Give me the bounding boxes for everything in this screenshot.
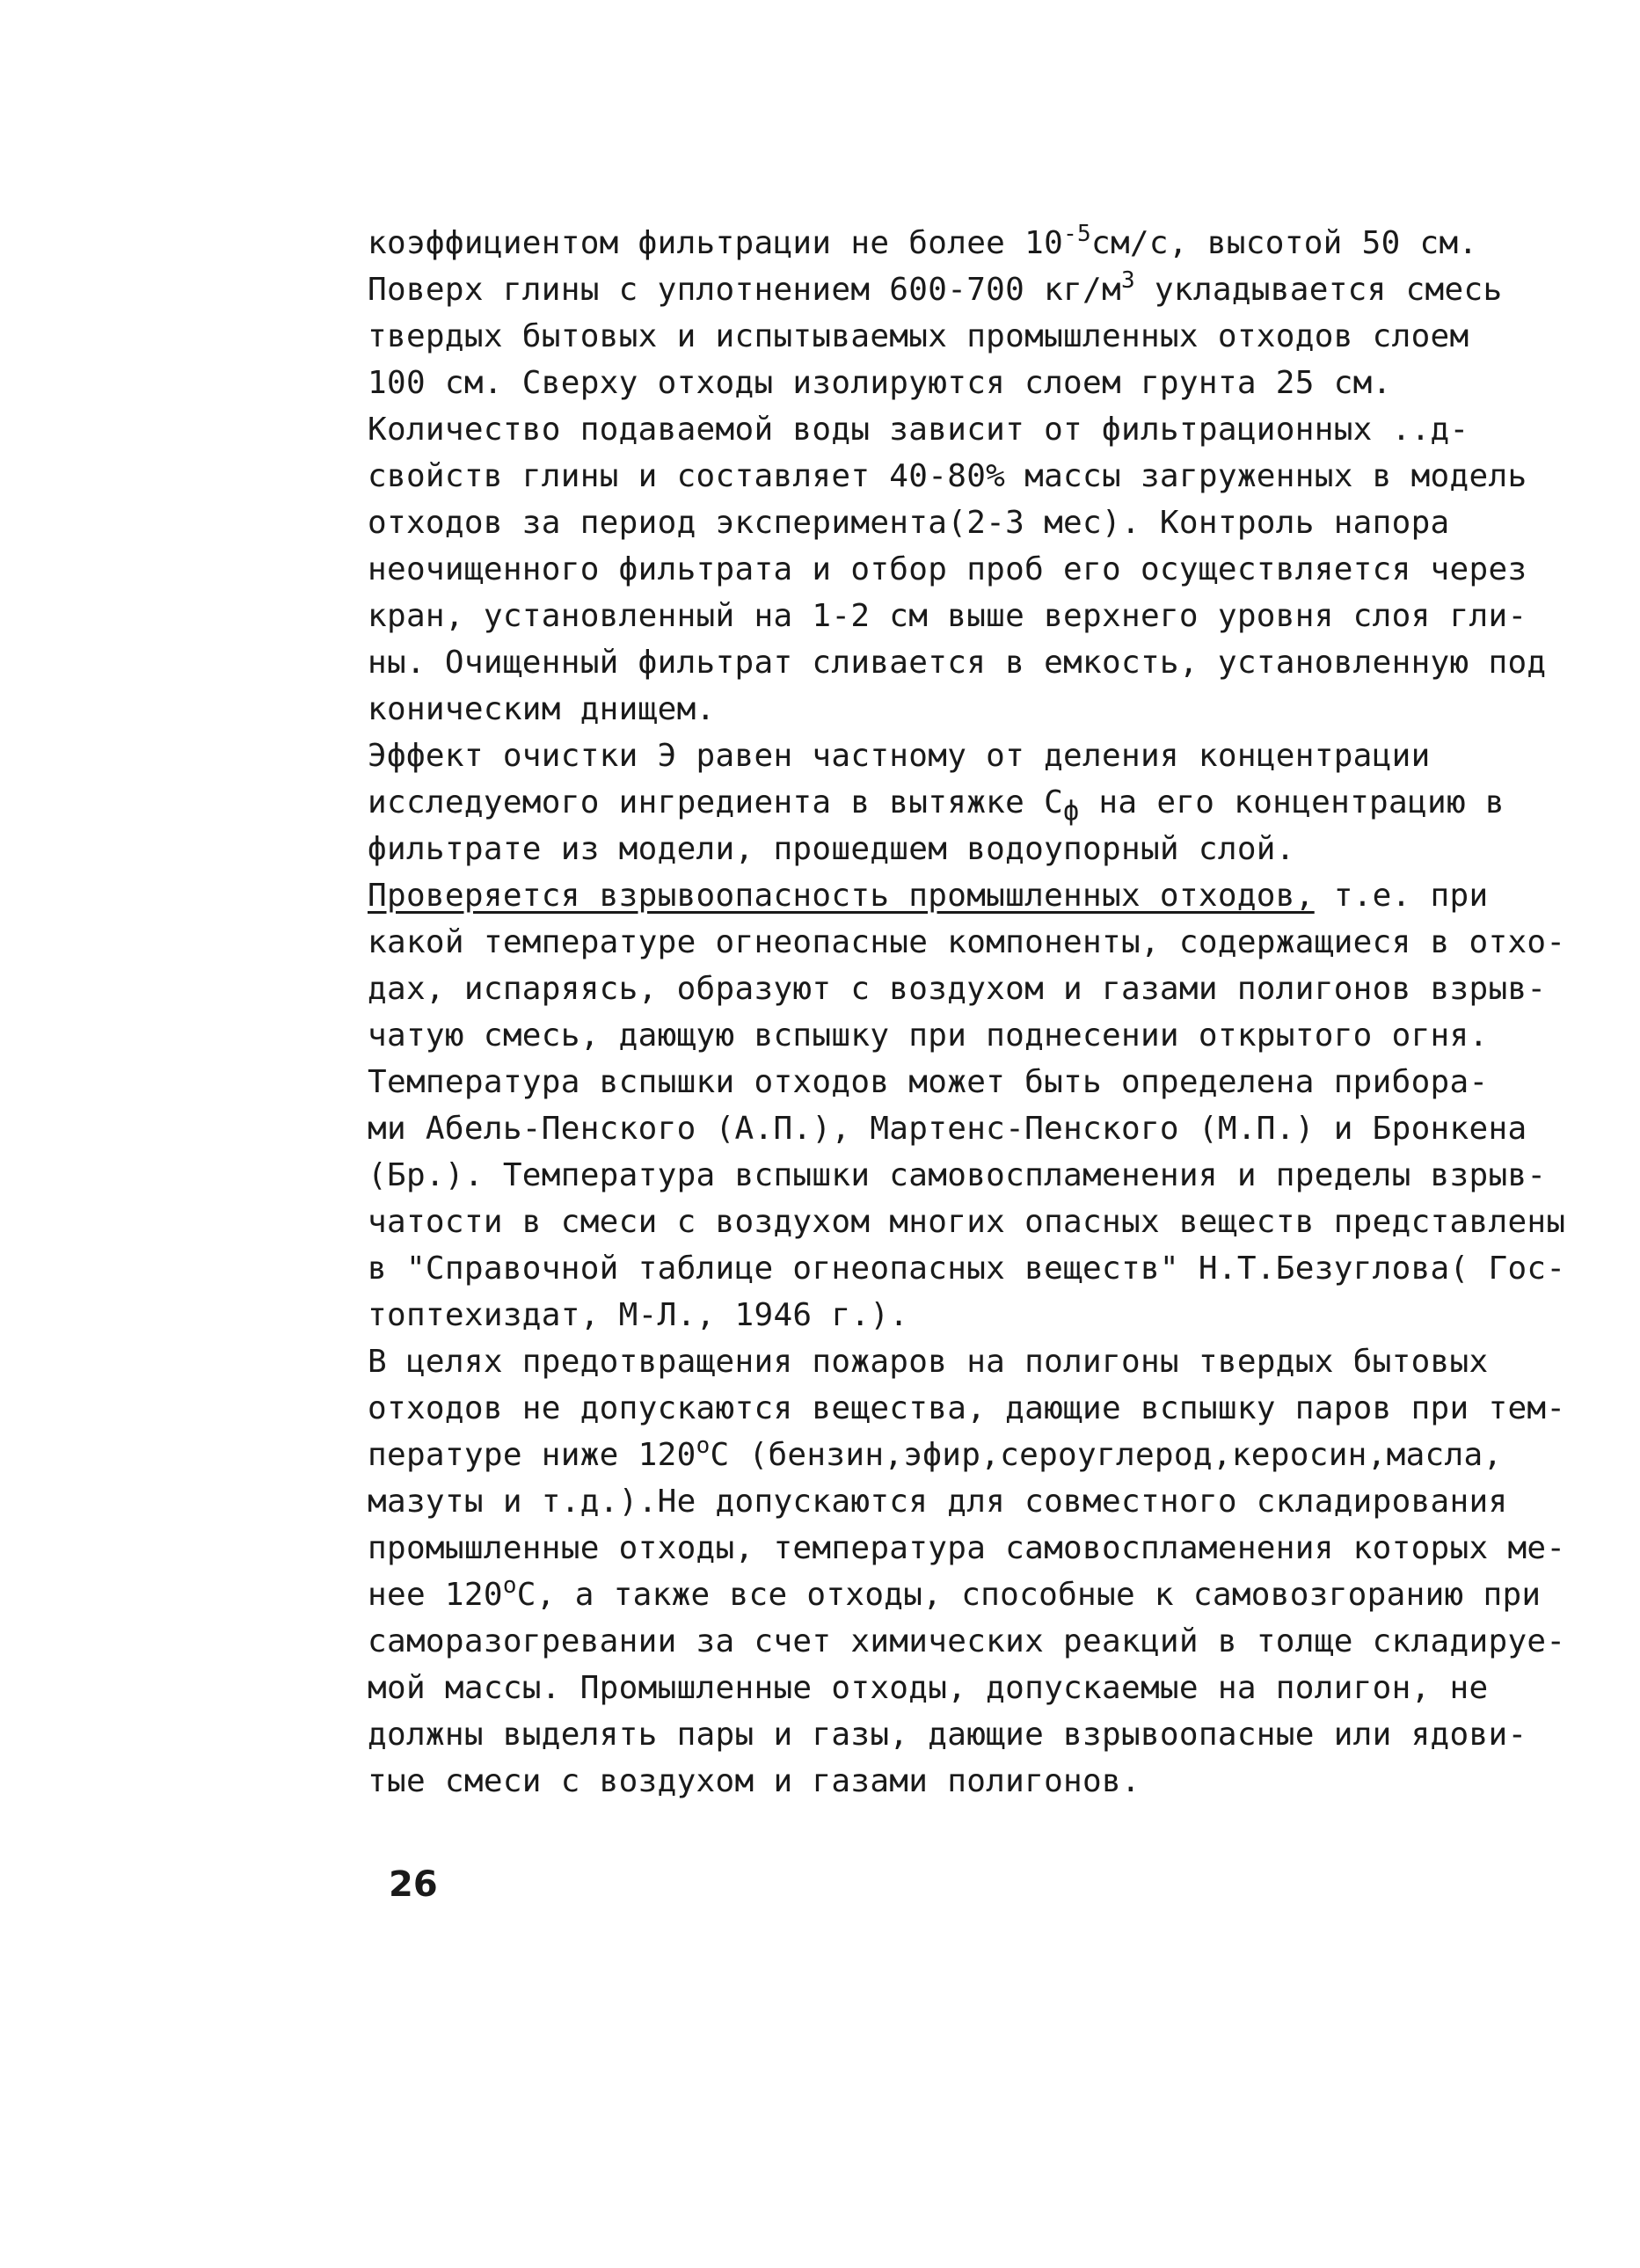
text-line: ми Абель-Пенского (А.П.), Мартенс-Пенского (М.П.) и Бронкена [368, 1111, 1527, 1147]
text-line: мазуты и т.д.).Не допускаются для совместного складирования [368, 1484, 1508, 1520]
text-line: Эффект очистки Э равен частному от деления концентрации [368, 738, 1431, 774]
text-line: мой массы. Промышленные отходы, допускаемые на полигон, не [368, 1670, 1489, 1706]
text-line: исследуемого ингредиента в вытяжке $С_ф$ на его концентрацию в [368, 784, 1505, 828]
text-line: нее $120^оС$, а также все отходы, способные к самовозгоранию при [368, 1572, 1542, 1613]
text-line: Проверяется взрывоопасность промышленных отходов, т.е. при [368, 878, 1489, 914]
text-line: саморазогревании за счет химических реакций в толще складируе- [368, 1623, 1566, 1659]
text-line: в "Справочной таблице огнеопасных веществ" Н.Т.Безуглова( Гос- [368, 1251, 1566, 1287]
text-line: коническим днищем. [368, 691, 716, 727]
text-line: чатую смесь, дающую вспышку при поднесении открытого огня. [368, 1017, 1489, 1054]
text-line: ны. Очищенный фильтрат сливается в емкость, установленную под [368, 645, 1547, 681]
text-line: топтехиздат, М-Л., 1946 г.). [368, 1297, 909, 1333]
text-line: какой температуре огнеопасные компоненты, содержащиеся в отхо- [368, 924, 1566, 960]
text-line: коэффициентом фильтрации не более $10^{-5}см/с$, высотой 50 см. [368, 221, 1478, 261]
text-line: свойств глины и составляет 40-80% массы загруженных в модель [368, 458, 1527, 494]
text-line: отходов не допускаются вещества, дающие вспышку паров при тем- [368, 1390, 1566, 1426]
text-line: пературе ниже $120^оС$ (бензин,эфир,сероуглерод,керосин,масла, [368, 1433, 1503, 1473]
text-line: неочищенного фильтрата и отбор проб его осуществляется через [368, 551, 1527, 587]
text-line: (Бр.). Температура вспышки самовоспламенения и пределы взрыв- [368, 1157, 1547, 1193]
text-line: Количество подаваемой воды зависит от фильтрационных ..д- [368, 412, 1469, 448]
page-number: 26 [389, 1864, 438, 1905]
text-line: Температура вспышки отходов может быть определена прибора- [368, 1064, 1489, 1100]
body-text [368, 220, 1566, 1805]
text-line: чатости в смеси с воздухом многих опасных веществ представлены [368, 1204, 1566, 1240]
text-line: фильтрате из модели, прошедшем водоупорный слой. [368, 831, 1295, 867]
text-line: должны выделять пары и газы, дающие взрывоопасные или ядови- [368, 1717, 1527, 1753]
text-line: дах, испаряясь, образуют с воздухом и газами полигонов взрыв- [368, 971, 1547, 1007]
text-line: тые смеси с воздухом и газами полигонов. [368, 1763, 1141, 1799]
text-line: 100 см. Сверху отходы изолируются слоем грунта 25 см. [368, 365, 1392, 401]
text-line: промышленные отходы, температура самовоспламенения которых ме- [368, 1530, 1566, 1566]
text-line: твердых бытовых и испытываемых промышленных отходов слоем [368, 318, 1469, 354]
text-line: кран, установленный на 1-2 см выше верхнего уровня слоя гли- [368, 598, 1527, 634]
text-line: Поверх глины с уплотнением 600-700 $кг/м^3$ укладывается смесь [368, 267, 1503, 308]
text-line: отходов за период эксперимента(2-3 мес). Контроль напора [368, 505, 1450, 541]
text-line: В целях предотвращения пожаров на полигоны твердых бытовых [368, 1344, 1489, 1380]
